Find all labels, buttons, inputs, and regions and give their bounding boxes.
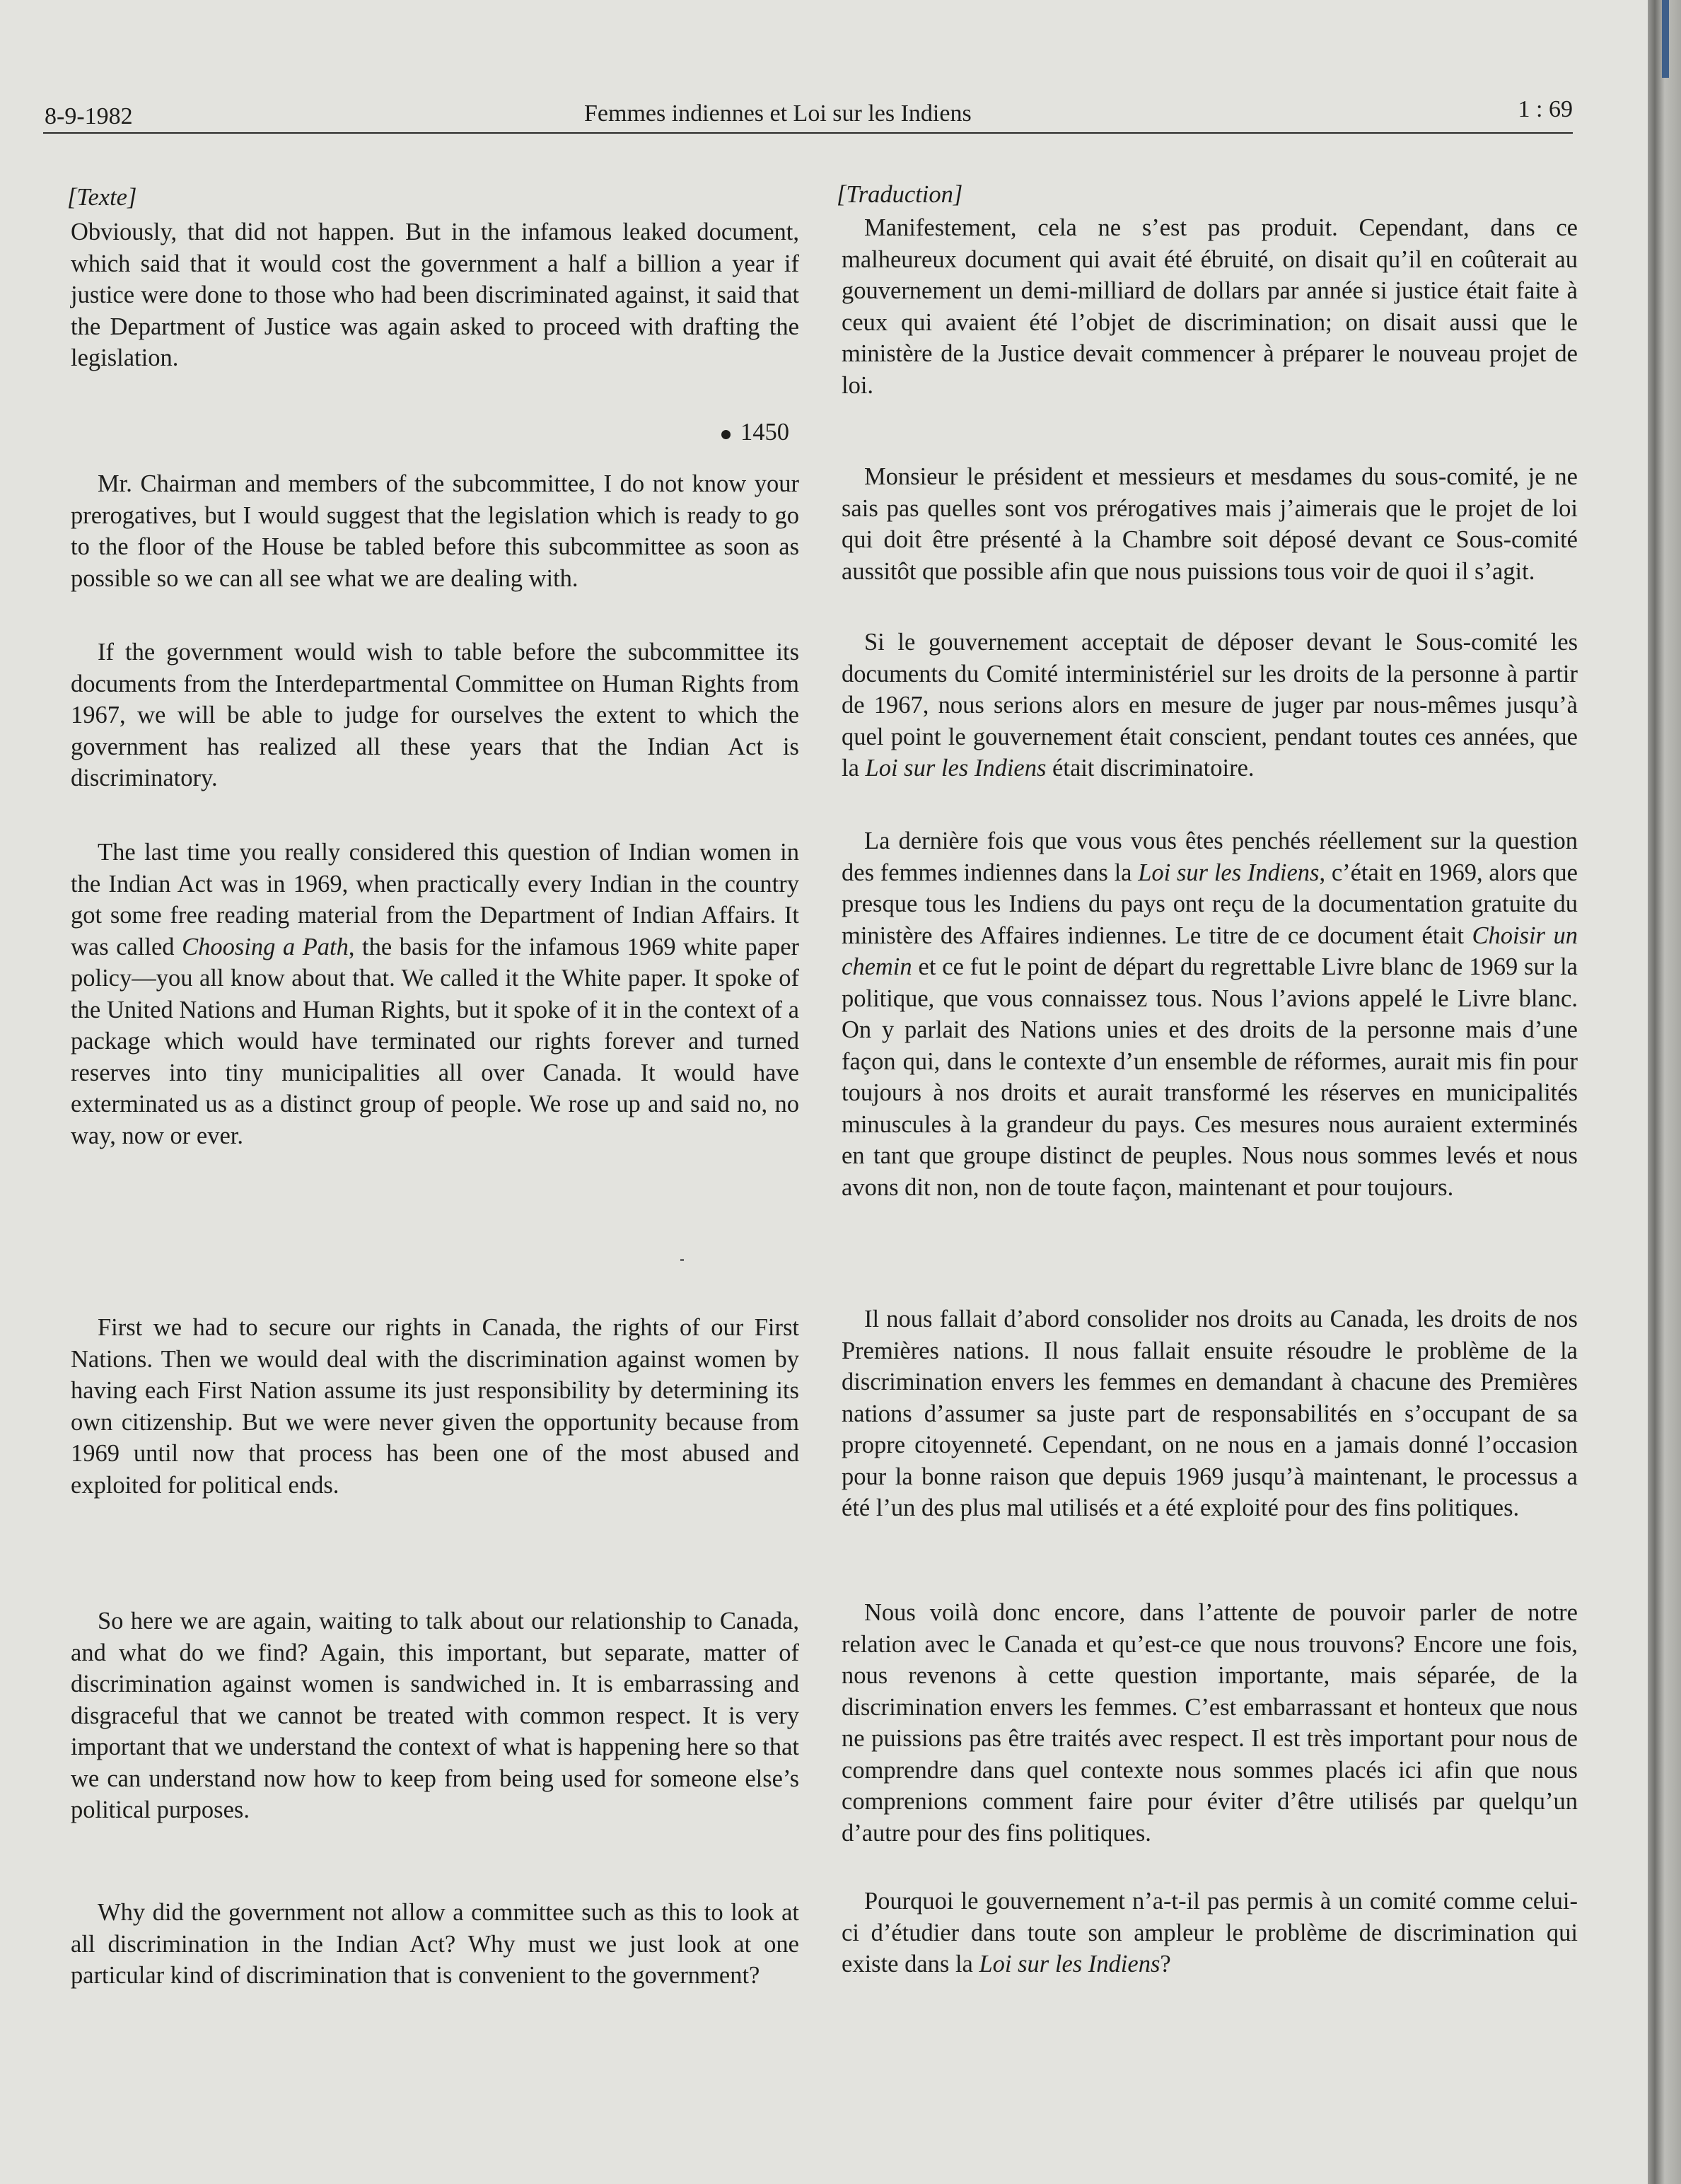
french-paragraph-6: Nous voilà donc encore, dans l’attente de pouvoir parler de notre relation avec le Canada et qu’est-ce que nous trouvons? Encore une fois, nous revenons à cette question importante, mais séparée, de la discrimination envers les femmes. C’est embarrassant et honteux que nous ne puissions pas être traités avec respect. Il est très important pour nous de comprendre dans quel contexte nous sommes placés ici afin que nous comprenions comment faire pour éviter d’être utilisés par quelqu’un d’autre pour des fins politiques. [842,1599,1578,1847]
header-rule [43,132,1573,134]
bullet-icon [721,430,731,439]
french-paragraph-7 [842,1886,1578,1980]
english-paragraph-2: Mr. Chairman and members of the subcommittee, I do not know your prerogatives, but I would suggest that the legislation which is ready to go to the floor of the House be tabled before this subcommittee as soon as possible so we can all see what we are dealing with. [71,470,799,592]
french-p4-text-1: La dernière fois que vous vous êtes penchés réellement sur la question des femmes indiennes dans la [842,827,1578,886]
title-choisir-un-chemin: Choisir un chemin [842,922,1578,980]
english-p4-text-1: The last time you really considered this question of Indian women in the Indian Act was in 1969, when practically every Indian in the country got some free reading material from the Department of Indian Affairs. It was called [71,839,799,960]
book-binding [1648,0,1681,2184]
binding-cover-edge [1662,0,1669,78]
header-date: 8-9-1982 [45,103,133,129]
english-paragraph-6: So here we are again, waiting to talk about our relationship to Canada, and what do we find? Again, this important, but separate, matter of discrimination against women is sandwiched in. It is embarrassing and disgraceful that we cannot be treated with common respect. It is very important that we understand the context of what is happening here so that we can understand now how to keep from being used for someone else’s political purposes. [71,1608,799,1823]
english-paragraph-5: First we had to secure our rights in Canada, the rights of our First Nations. Then we would deal with the discrimination against women by having each First Nation assume its just responsibility by determining its own citizenship. But we were never given the opportunity because from 1969 until now that process has been one of the most abused and exploited for political ends. [71,1314,799,1499]
header-page-number: 1 : 69 [1518,96,1573,122]
time-stamp [721,419,789,446]
french-paragraph-3 [842,627,1578,784]
english-paragraph-3: If the government would wish to table before the subcommittee its documents from the Interdepartmental Committee on Human Rights from 1967, we will be able to judge for ourselves the extent to which the government has realized all these years that the Indian Act is discriminatory. [71,639,799,791]
header-title: Femmes indiennes et Loi sur les Indiens [584,100,972,127]
french-paragraph-1: Manifestement, cela ne s’est pas produit. Cependant, dans ce malheureux document qui avait été ébruité, on disait qu’il en coûterait au gouvernement un demi-milliard de dollars par année si justice était faite à ceux qui avaient été l’objet de discrimination; on disait aussi que le ministère de la Justice devait commencer à préparer le nouveau projet de loi. [842,214,1578,399]
print-mark [680,1259,684,1261]
title-loi-sur-les-indiens: Loi sur les Indiens [979,1951,1161,1977]
english-paragraph-4 [71,837,799,1151]
title-loi-sur-les-indiens: Loi sur les Indiens [1138,859,1320,886]
french-p3-text-2: était discriminatoire. [1046,755,1255,782]
french-p4-text-2: , c’était en 1969, alors que presque tous les Indiens du pays ont reçu de la documentation gratuite du ministère des Affaires indiennes. Le titre de ce document était [842,859,1578,949]
french-paragraph-2: Monsieur le président et messieurs et mesdames du sous-comité, je ne sais pas quelles sont vos prérogatives mais j’aimerais que le projet de loi qui doit être présenté à la Chambre soit déposé devant ce Sous-comité aussitôt que possible afin que nous puissions tous voir de quoi il s’agit. [842,463,1578,585]
french-paragraph-5: Il nous fallait d’abord consolider nos droits au Canada, les droits de nos Premières nations. Il nous fallait ensuite résoudre le problème de la discrimination envers les femmes en demandant à chacune des Premières nations d’assumer sa juste part de responsabilités en s’occupant de sa propre citoyenneté. Cependant, on ne nous en a jamais donné l’occasion pour la bonne raison que depuis 1969 jusqu’à maintenant, le processus a été l’un des plus mal utilisés et a été exploité pour des fins politiques. [842,1306,1578,1521]
english-section-tag: [Texte] [67,184,137,211]
english-paragraph-1: Obviously, that did not happen. But in the infamous leaked document, which said that it would cost the government a half a billion a year if justice were done to those who had been discriminated against, it said that the Department of Justice was again asked to proceed with drafting the legislation. [71,219,799,371]
french-p7-text-1: Pourquoi le gouvernement n’a-t-il pas permis à un comité comme celui-ci d’étudier dans toute son ampleur le problème de discrimination qui existe dans la [842,1888,1578,1977]
title-choosing-a-path: Choosing a Path [182,933,349,960]
french-p7-text-2: ? [1160,1951,1171,1977]
french-p3-text-1: Si le gouvernement acceptait de déposer devant le Sous-comité les documents du Comité interministériel sur les droits de la personne à partir de 1967, nous serions alors en mesure de juger par nous-mêmes jusqu’à quel point le gouvernement était conscient, pendant toutes ces années, que la [842,629,1578,782]
french-paragraph-4 [842,825,1578,1203]
english-paragraph-7: Why did the government not allow a committee such as this to look at all discrimination in the Indian Act? Why must we just look at one particular kind of discrimination that is convenient to the government? [71,1899,799,1989]
english-p4-text-2: , the basis for the infamous 1969 white paper policy—you all know about that. We called it the White paper. It spoke of the United Nations and Human Rights, but it spoke of it in the context of a package which would have terminated our rights forever and turned reserves into tiny municipalities all over Canada. It would have exterminated us as a distinct group of people. We rose up and said no, no way, now or ever. [71,933,799,1149]
french-section-tag: [Traduction] [837,181,963,208]
title-loi-sur-les-indiens: Loi sur les Indiens [865,755,1047,782]
time-stamp-text: 1450 [740,419,789,446]
french-p4-text-3: et ce fut le point de départ du regrettable Livre blanc de 1969 sur la politique, que vous connaissez tous. Nous l’avions appelé le Livre blanc. On y parlait des Nations unies et des droits de la personne mais d’une façon qui, dans le contexte d’un ensemble de réformes, aurait mis fin pour toujours à nos droits et aurait transformé les réserves en municipalités minuscules à la grandeur du pays. Ces mesures nous auraient exterminés en tant que groupe distinct de peuples. Nous nous sommes levés et nous avons dit non, non de toute façon, maintenant et pour toujours. [842,953,1578,1201]
